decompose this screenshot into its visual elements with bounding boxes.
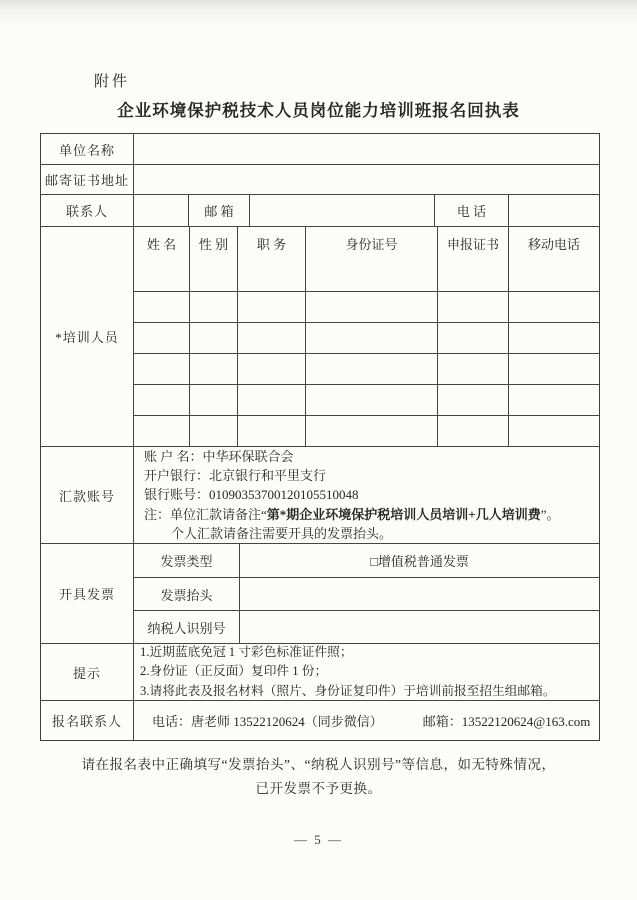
invoice-title-value (239, 578, 599, 610)
footer-note-line-1: 请在报名表中正确填写“发票抬头”、“纳税人识别号”等信息，如无特殊情况， (81, 757, 556, 772)
trainee-cell (437, 354, 508, 384)
unit-name-label: 单位名称 (58, 142, 115, 158)
unit-name-row (41, 134, 599, 164)
trainee-cell (237, 292, 305, 322)
trainee-row (134, 291, 599, 322)
trainee-cell (305, 323, 437, 353)
tips-line-3: 3.请将此表及报名材料（照片、身份证复印件）于培训前报至招生组邮箱。 (140, 683, 556, 698)
tips-content (133, 644, 599, 700)
trainee-cell (305, 416, 437, 446)
trainee-cell (508, 292, 599, 322)
trainee-cell (237, 354, 305, 384)
remittance-row (41, 446, 599, 543)
trainee-cell (237, 260, 305, 291)
mailing-address-label: 邮寄证书地址 (44, 173, 129, 188)
registration-contact-email: 邮箱：13522120624@163.com (422, 714, 591, 729)
trainee-row (134, 260, 599, 291)
trainee-cell (237, 323, 305, 353)
remittance-content (133, 447, 599, 543)
trainee-cell (305, 260, 437, 291)
trainee-row (134, 415, 599, 446)
page-title: 企业环境保护税技术人员岗位能力培训班报名回执表 (117, 101, 520, 120)
registration-contact-row (41, 700, 599, 740)
trainee-cell (134, 416, 189, 446)
tips-line-2: 2.身份证（正反面）复印件 1 份； (140, 664, 328, 679)
trainee-cell (508, 354, 599, 384)
taxpayer-id-value (239, 611, 599, 643)
trainee-cell (437, 416, 508, 446)
trainee-cell (134, 323, 189, 353)
remittance-account-name: 账 户 名：中华环保联合会 (144, 449, 294, 465)
contact-label: 联系人 (65, 204, 108, 219)
trainee-cell (134, 354, 189, 384)
trainee-cell (437, 385, 508, 415)
invoice-title-label: 发票抬头 (160, 587, 213, 603)
remittance-note-bold: 第*期企业环境保护税培训人员培训+几人培训费 (266, 506, 541, 522)
trainee-cell (134, 292, 189, 322)
remittance-note-suffix: ”。 (540, 506, 560, 522)
col-header-name: 姓 名 (146, 237, 177, 252)
trainee-cell (189, 292, 237, 322)
footer-note (0, 753, 637, 800)
trainee-row (134, 322, 599, 353)
invoice-type-value: □增值税普通发票 (239, 544, 599, 577)
trainee-cell (437, 323, 508, 353)
trainee-cell (508, 416, 599, 446)
attachment-label: 附件 (94, 74, 131, 90)
trainee-cell (189, 260, 237, 291)
remittance-note-prefix: 注：单位汇款请备注“ (144, 506, 267, 522)
invoice-label: 开具发票 (58, 587, 115, 602)
unit-name-value (133, 134, 599, 164)
mailing-address-row (41, 164, 599, 194)
invoice-type-label: 发票类型 (160, 554, 213, 569)
trainees-section (41, 226, 599, 446)
trainee-cell (237, 385, 305, 415)
tips-line-1: 1.近期蓝底免冠 1 寸彩色标准证件照； (140, 645, 353, 660)
trainee-cell (508, 323, 599, 353)
trainee-cell (437, 260, 508, 291)
trainee-cell (508, 385, 599, 415)
trainee-row (134, 384, 599, 415)
col-header-mobile: 移动电话 (508, 227, 599, 260)
remittance-account-number: 银行账号：01090353700120105510048 (144, 487, 359, 503)
taxpayer-id-label: 纳税人识别号 (147, 620, 226, 636)
trainee-cell (134, 385, 189, 415)
remittance-note (144, 505, 559, 524)
scan-artifact-shadow (0, 0, 637, 26)
trainee-cell (189, 385, 237, 415)
taxpayer-id-row (134, 610, 599, 643)
mailing-address-value (133, 165, 599, 194)
trainee-header-row (134, 227, 599, 260)
remittance-label: 汇款账号 (58, 488, 115, 504)
trainee-cell (437, 292, 508, 322)
phone-value (508, 195, 599, 226)
remittance-note-line2: 个人汇款请备注需要开具的发票抬头。 (171, 525, 393, 541)
col-header-id-number: 身份证号 (305, 227, 437, 260)
invoice-subtable (133, 544, 599, 643)
trainee-empty-rows (134, 260, 599, 446)
footer-note-line-2: 已开发票不予更换。 (255, 780, 382, 796)
col-header-certificate: 申报证书 (437, 227, 508, 260)
trainee-row (134, 353, 599, 384)
invoice-section (41, 543, 599, 643)
invoice-type-row (134, 544, 599, 577)
trainee-cell (237, 416, 305, 446)
trainee-cell (189, 354, 237, 384)
trainee-cell (189, 323, 237, 353)
trainee-cell (305, 292, 437, 322)
phone-label: 电 话 (434, 195, 508, 226)
registration-contact-phone: 电话：唐老师 13522120624（同步微信） (152, 714, 383, 729)
email-label: 邮 箱 (188, 195, 249, 226)
trainee-cell (305, 385, 437, 415)
page-number: — 5 — (294, 832, 343, 847)
trainees-label: *培训人员 (55, 330, 119, 345)
registration-contact-label: 报名联系人 (51, 714, 122, 729)
invoice-title-row (134, 577, 599, 610)
col-header-position: 职 务 (237, 227, 305, 260)
trainee-cell (305, 354, 437, 384)
tips-row (41, 643, 599, 700)
trainee-cell (189, 416, 237, 446)
remittance-bank: 开户银行：北京银行和平里支行 (144, 468, 327, 484)
trainee-cell (134, 260, 189, 291)
trainees-subtable (133, 227, 599, 446)
registration-form-table (40, 133, 600, 741)
col-header-gender: 性 别 (189, 227, 237, 260)
trainee-cell (508, 260, 599, 291)
contact-value (133, 195, 188, 226)
email-value (249, 195, 434, 226)
registration-contact-content (133, 701, 599, 740)
contact-row (41, 194, 599, 226)
tips-label: 提示 (72, 665, 101, 681)
